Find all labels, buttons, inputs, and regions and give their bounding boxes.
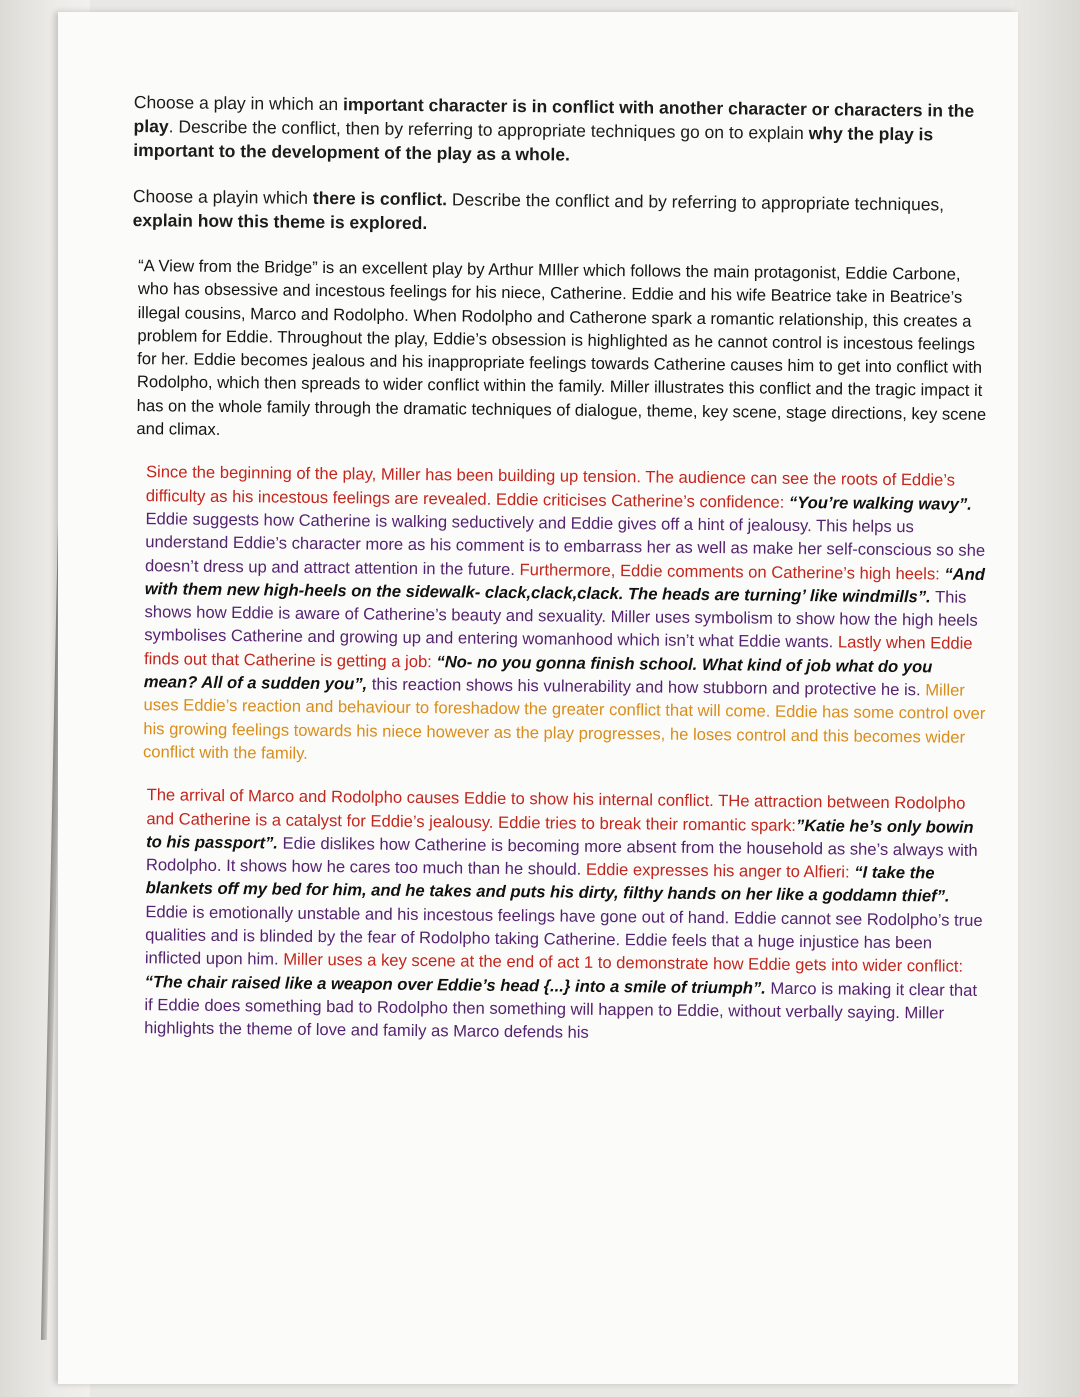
para1-sentence-1: Since the beginning of the play, Miller has been building up tension. The audience can see the roots of Eddie’s difficulty as his incestous feelings are revealed. Eddie criticises Catherine’s confidence: [145,462,956,512]
para2-sentence-6: Marco is making it clear that if Eddie does something bad to Rodolpho then something will happen to Eddie, without verbally saying. Miller highlights the theme of love and family as Marco defends his [144,978,978,1043]
body-paragraph-1 [143,461,990,773]
para1-sentence-3: Furthermore, Eddie comments on Catherine’s high heels: [519,559,945,584]
para1-sentence-4: This shows how Eddie is aware of Catherine’s beauty and sexuality. Miller uses symbolism to show how the high heels symbolises Catherine and growing up and entering womanhood which isn’t what Eddie wants. [144,587,978,652]
prompt-2-bold-d: explain how this theme is explored. [132,209,428,234]
prompt-1-bold-d: why the play is important to the development of the play as a whole. [133,123,934,165]
para1-sentence-2: Eddie suggests how Catherine is walking seductively and Eddie gives off a hint of jealousy. This helps us understand Eddie’s character more as his comment is to embarrass her as well as make her self-conscious so she doesn’t dress up and attract attention in the future. [144,509,986,579]
intro-paragraph: “A View from the Bridge” is an excellent play by Arthur MIller which follows the main protagonist, Eddie Carbone, who has obsessive and incestous feelings for his niece, Catherine. Eddie and his wife Beatrice take in Beatrice’s illegal cousins, Marco and Rodolpho. When Rodolpho and Catherone spark a romantic relationship, this creates a problem for Eddie. Throughout the play, Eddie’s obsession is highlighted as he cannot control is incestous feelings for her. Eddie becomes jealous and his inappropriate feelings towards Catherine causes him to get into conflict with Rodolpho, which then spreads to wider conflict within the family. Miller illustrates this conflict and the tragic impact it has on the whole family through the dramatic techniques of dialogue, theme, key scene, stage directions, key scene and climax. [136,256,987,440]
essay-prompt-1 [133,90,994,171]
para1-quote-1: “You’re walking wavy”. [788,492,972,514]
para2-sentence-1: The arrival of Marco and Rodolpho causes Eddie to show his internal conflict. THe attraction between Rodolpho and Catherine is a catalyst for Eddie’s jealousy. Eddie tries to break their romantic spark: [146,785,966,835]
para1-quote-2: “And with them new high-heels on the sidewalk- clack,clack,clack. The heads are turning’ like windmills”. [144,564,986,607]
para2-quote-3: “The chair raised like a weapon over Eddie’s head {...} into a smile of triumph”. [144,971,766,998]
para1-sentence-7: Miller uses Eddie’s reaction and behaviour to foreshadow the greater conflict that will come. Eddie has some control over his growing feelings towards his niece however as the play progresses, he loses control and this becomes wider conflict with the family. [142,680,986,763]
essay-prompt-2 [133,184,993,241]
para2-quote-2: “I take the blankets off my bed for him, and he takes and puts his dirty, filthy hands on her like a goddamn thief”. [145,862,950,907]
para1-sentence-6: this reaction shows his vulnerability and how stubborn and protective he is. [367,674,926,700]
body-paragraph-2 [144,783,987,1048]
para2-sentence-3: Eddie expresses his anger to Alfieri: [585,859,855,882]
prompt-1-bold-b: important character is in conflict with another character or characters in the play [133,94,975,137]
para1-sentence-5: Lastly when Eddie finds out that Catherine is getting a job: [143,632,973,671]
para2-sentence-4: Eddie is emotionally unstable and his incestous feelings have gone out of hand. Eddie cannot see Rodolpho’s true qualities and is blinded by the fear of Rodolpho taking Catherine. Eddie feels that a huge injustice has been inflicted upon him. [144,901,983,969]
prompt-1-text-c: . Describe the conflict, then by referring to appropriate techniques go on to explain [168,116,809,144]
prompt-2-text-c: Describe the conflict and by referring to appropriate techniques, [446,189,945,215]
prompt-2-text-a: Choose a playin which [132,185,313,208]
para2-sentence-2: Edie dislikes how Catherine is becoming more absent from the household as she’s always with Rodolpho. It shows how he cares too much than he should. [145,833,978,879]
para2-sentence-5: Miller uses a key scene at the end of act 1 to demonstrate how Eddie gets into wider conflict: [283,949,964,977]
prompt-1-text-a: Choose a play in which an [133,91,344,115]
prompt-2-bold-b: there is conflict. [312,187,448,210]
background-surface [1010,0,1080,1397]
para2-quote-1: ”Katie he’s only bowin to his passport”. [146,815,974,853]
para1-quote-3: “No- no you gonna finish school. What kind of job what do you mean? All of a sudden you”, [143,651,933,694]
essay-content [124,90,994,1068]
